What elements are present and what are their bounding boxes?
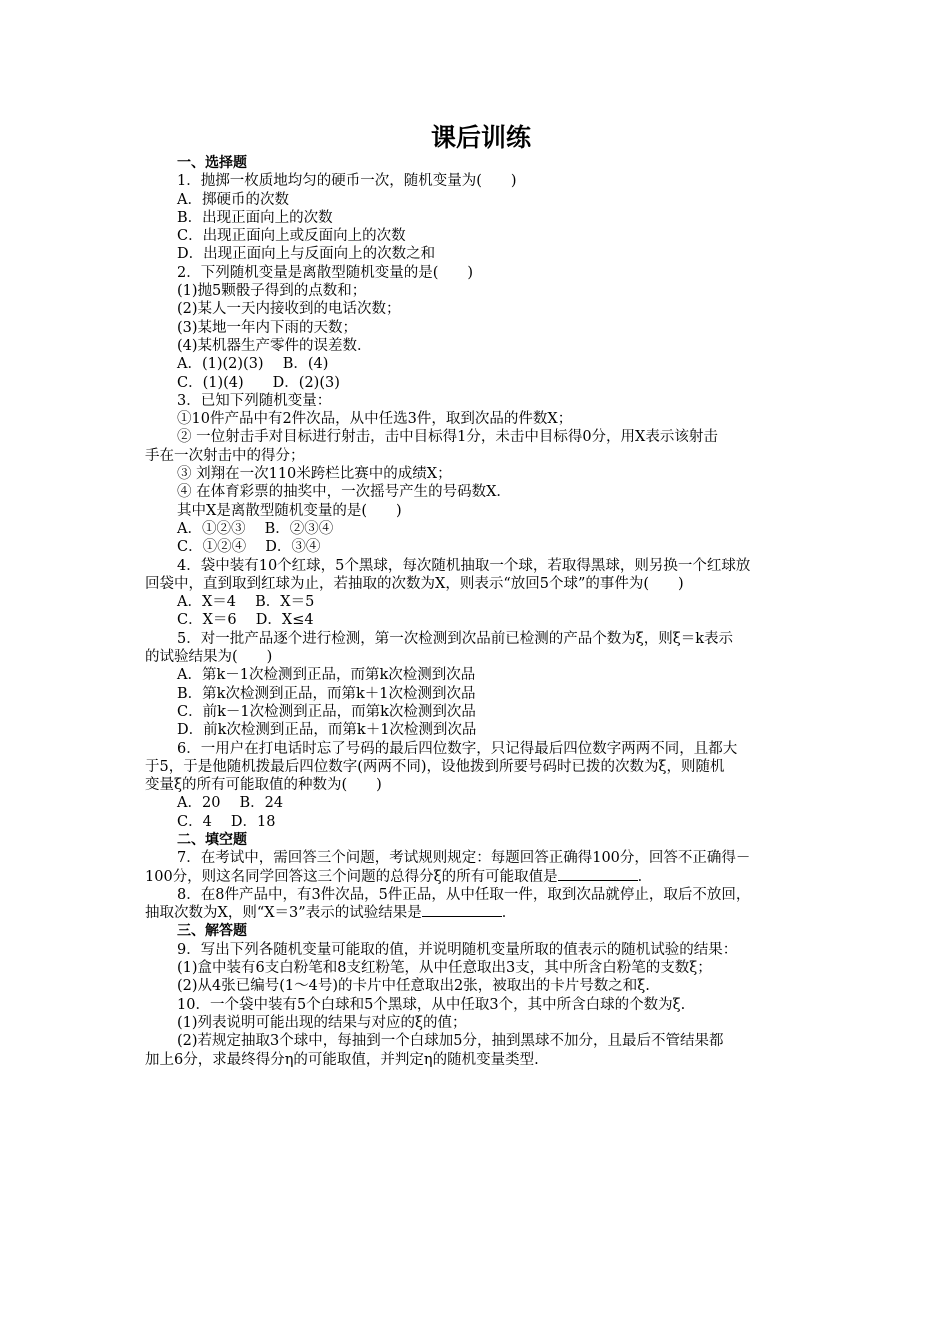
question-10 (145, 996, 809, 1069)
question-text: 抽取次数为X，则“X＝3”表示的试验结果是 (145, 905, 422, 922)
option-b: B．出现正面向上的次数 (177, 209, 333, 226)
question-3 (145, 392, 809, 557)
statement-3: (3)某地一年内下雨的天数； (177, 319, 358, 336)
options-cd: C．(1)(4) D．(2)(3) (177, 374, 340, 391)
statement-1: ①10件产品中有2件次品，从中任选3件，取到次品的件数X； (177, 411, 573, 428)
worksheet (145, 120, 809, 1069)
sub-question-1: (1)盒中装有6支白粉笔和8支红粉笔，从中任意取出3支，其中所含白粉笔的支数ξ； (177, 960, 712, 977)
question-prompt: 其中X是离散型随机变量的是( ) (177, 502, 402, 519)
question-stem-line-2: 回袋中，直到取到红球为止，若抽取的次数为X，则表示“放回5个球”的事件为( ) (145, 575, 684, 592)
option-c: C．出现正面向上或反面向上的次数 (177, 228, 406, 245)
sub-question-1: (1)列表说明可能出现的结果与对应的ξ的值； (177, 1014, 467, 1031)
question-stem-line-1: 8．在8件产品中，有3件次品，5件正品，从中任取一件，取到次品就停止，取后不放回， (177, 886, 751, 903)
question-9 (145, 941, 809, 996)
answer-blank (558, 868, 638, 881)
option-b: B．第k次检测到正品，而第k＋1次检测到次品 (177, 685, 476, 702)
option-d: D．出现正面向上与反面向上的次数之和 (177, 246, 436, 263)
statement-2: (2)某人一天内接收到的电话次数； (177, 301, 401, 318)
sub-question-2: (2)从4张已编号(1～4号)的卡片中任意取出2张，被取出的卡片号数之和ξ. (177, 978, 650, 995)
period: ． (637, 868, 653, 885)
section-heading-fill: 二、填空题 (177, 831, 247, 848)
option-a: A．掷硬币的次数 (177, 191, 289, 208)
statement-3: ③ 刘翔在一次110米跨栏比赛中的成绩X； (177, 466, 452, 483)
answer-blank (422, 904, 502, 917)
question-8 (145, 886, 809, 923)
period: ． (501, 905, 517, 922)
statement-2-line-1: ② 一位射击手对目标进行射击，击中目标得1分，未击中目标得0分，用X表示该射击 (177, 429, 718, 446)
question-stem: 1．抛掷一枚质地均匀的硬币一次，随机变量为( ) (177, 173, 517, 190)
option-c: C．前k－1次检测到正品，而第k次检测到次品 (177, 703, 476, 720)
sub-question-2-line-2: 加上6分，求最终得分η的可能取值，并判定η的随机变量类型. (145, 1051, 539, 1068)
question-stem-line-2: 的试验结果为( ) (145, 649, 273, 666)
question-stem: 9．写出下列各随机变量可能取的值，并说明随机变量所取的值表示的随机试验的结果： (177, 941, 738, 958)
question-stem-line-2: 于5，于是他随机拨最后四位数字(两两不同)，设他拨到所要号码时已拨的次数为ξ，则随机 (145, 758, 725, 775)
question-stem-line-1: 7．在考试中，需回答三个问题，考试规则规定：每题回答正确得100分，回答不正确得－ (177, 850, 751, 867)
statement-1: (1)抛5颗骰子得到的点数和； (177, 283, 367, 300)
question-6 (145, 740, 809, 831)
section-heading-choice: 一、选择题 (177, 155, 247, 171)
statement-4: (4)某机器生产零件的误差数． (177, 337, 372, 354)
question-stem-line-1: 6．一用户在打电话时忘了号码的最后四位数字，只记得最后四位数字两两不同，且都大 (177, 740, 738, 757)
question-stem-line-3: 变量ξ的所有可能取值的种数为( ) (145, 777, 382, 794)
question-7 (145, 849, 809, 886)
section-heading-solve: 三、解答题 (177, 923, 247, 940)
question-stem: 10．一个袋中装有5个白球和5个黑球，从中任取3个，其中所含白球的个数为ξ. (177, 996, 686, 1013)
statement-2-line-2: 手在一次射击中的得分； (145, 447, 305, 464)
options-ab: A．(1)(2)(3) B．(4) (177, 356, 329, 373)
question-2 (145, 264, 809, 392)
question-stem-line-1: 4．袋中装有10个红球，5个黑球，每次随机抽取一个球，若取得黑球，则另换一个红球放 (177, 557, 751, 574)
question-stem-line-2 (145, 904, 809, 922)
options-cd: C．4 D．18 (177, 813, 276, 830)
question-stem: 2．下列随机变量是离散型随机变量的是( ) (177, 264, 474, 281)
options-cd: C．①②④ D．③④ (177, 539, 321, 556)
options-ab: A．20 B．24 (177, 795, 284, 812)
question-stem-line-2 (145, 868, 809, 886)
question-text: 100分，则这名同学回答这三个问题的总得分ξ的所有可能取值是 (145, 868, 558, 885)
sub-question-2-line-1: (2)若规定抽取3个球中，每抽到一个白球加5分，抽到黑球不加分，且最后不管结果都 (177, 1033, 724, 1050)
statement-4: ④ 在体育彩票的抽奖中，一次摇号产生的号码数X． (177, 484, 511, 501)
question-stem-line-1: 5．对一批产品逐个进行检测，第一次检测到次品前已检测的产品个数为ξ，则ξ＝k表示 (177, 630, 733, 647)
question-1 (145, 172, 809, 263)
question-5 (145, 630, 809, 740)
page-title: 课后训练 (430, 123, 531, 152)
option-d: D．前k次检测到正品，而第k＋1次检测到次品 (177, 722, 477, 739)
options-ab: A．X＝4 B．X＝5 (177, 594, 315, 611)
question-stem: 3．已知下列随机变量： (177, 392, 332, 409)
options-ab: A．①②③ B．②③④ (177, 520, 334, 537)
option-a: A．第k－1次检测到正品，而第k次检测到次品 (177, 667, 476, 684)
question-4 (145, 557, 809, 630)
options-cd: C．X＝6 D．X≤4 (177, 612, 314, 629)
